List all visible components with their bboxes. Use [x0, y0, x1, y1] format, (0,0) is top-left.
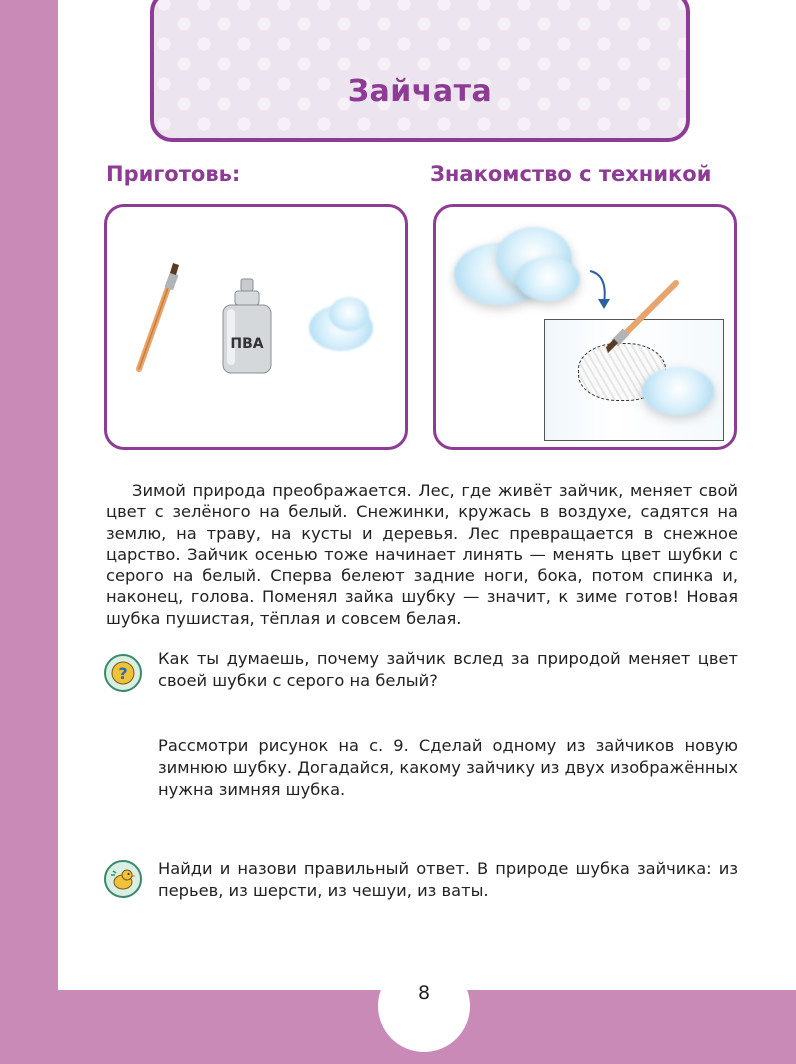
task-2: Рассмотри рисунок на с. 9. Сделай одному из зайчиков новую зимнюю шубку. Догадайся, какому зайчику из двух изображённых нужна зимняя шубка. [158, 736, 738, 799]
question-1: Как ты думаешь, почему зайчик вслед за природой меняет цвет своей шубки с серого на белый? [158, 649, 738, 690]
glue-bottle-icon [217, 277, 277, 377]
glue-label: ПВА [230, 336, 264, 352]
prepare-heading: Приготовь: [106, 162, 241, 186]
materials-box [104, 204, 408, 450]
technique-heading: Знакомство с техникой [430, 162, 712, 186]
page-number-badge [378, 960, 470, 1052]
page-number: 8 [417, 982, 431, 1004]
question-3: Найди и назови правильный ответ. В природе шубка зайчика: из перьев, из шерсти, из чешуи, из ваты. [158, 859, 738, 900]
think-question-icon [104, 654, 142, 692]
paintbrush-icon [129, 257, 189, 377]
page-title: Зайчата [347, 74, 493, 109]
paintbrush-tool-icon [592, 277, 682, 367]
cotton-piece-puff-2 [516, 257, 580, 301]
cotton-wool-puff [329, 297, 369, 331]
svg-text:?: ? [118, 664, 128, 683]
title-banner [150, 0, 690, 142]
technique-box [433, 204, 737, 450]
bird-answer-icon [104, 860, 142, 898]
cotton-on-sheet-icon [642, 367, 714, 415]
story-paragraph [106, 480, 738, 629]
story-text: Зимой природа преображается. Лес, где живёт зайчик, меняет свой цвет с зелёного на белый. Снежинки, кружась в воздухе, садятся на землю, на траву, на кусты и деревья. Лес превращается в снежное царство. Зайчик осенью тоже начинает линять — менять цвет шубки с серого на белый. Сперва белеют задние ноги, бока, потом спинка и, наконец, голова. Поменял зайка шубку — значит, к зиме готов! Новая шубка пушистая, тёплая и совсем белая. [106, 481, 738, 628]
